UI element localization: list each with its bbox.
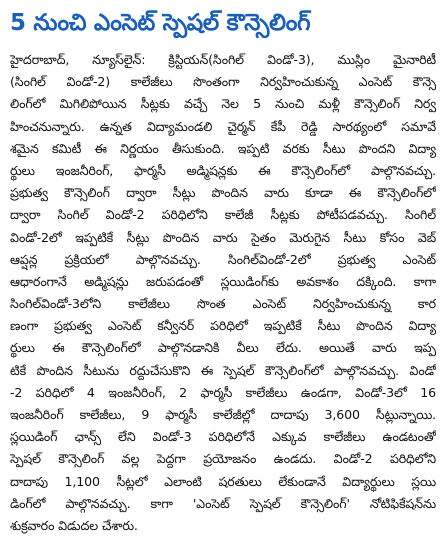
body-line: ణంగా ప్రభుత్వ ఎంసెట్ కన్వీనర్ పరిధిలో ఇప్పటికే సీటు పొందిన విద్యా xyxy=(10,318,436,334)
body-line: -2 పరిధిలో 4 ఇంజనీరింగ్, 2 ఫార్మసీ కాలేజీలు ఉండగా, విండో-3లో 16 xyxy=(10,384,436,400)
body-line: స్పెషల్ కౌన్సెలింగ్ వల్ల పెద్దగా ప్రయోజనం ఉండదు. విండో-2 పరిధిలోని xyxy=(10,451,436,467)
body-line: ఇంజనీరింగ్ కాలేజీలు, 9 ఫార్మసీ కాలేజీల్లో దాదాపు 3,600 సీట్లున్నాయి. xyxy=(10,407,436,422)
body-line: ర్థులు ఈ కౌన్సెలింగ్‌లో పాల్గొనడానికి వీలు లేదు. అయితే వారు ఇప్ప xyxy=(10,340,436,356)
article-body xyxy=(10,49,436,537)
body-line: డింగ్‌లో పాల్గొనవచ్చు. కాగా 'ఎంసెట్ స్పెషల్ కౌన్సెలింగ్' నోటిఫికేషన్‌ను xyxy=(10,495,436,511)
body-line: స్లయిడింగ్ ఛాన్స్ లేని విండో-3 పరిధిలోనే ఎక్కువ కాలేజీలు ఉండటంతో xyxy=(10,429,436,445)
body-line: శుక్రవారం విడుదల చేశారు. xyxy=(10,517,138,533)
body-line: లింగ్‌లో మిగిలిపోయిన సీట్లకు వచ్చే నెల 5 నుంచి మళ్లీ కౌన్సెలింగ్ నిర్వ xyxy=(10,96,436,112)
body-line: విండో-2లో ఇప్పటికే సీట్లు పొందిన వారు సైతం మెరుగైన సీటు కోసం వెబ్ xyxy=(10,229,436,245)
body-line: హించనున్నారు. ఉన్నత విద్యామండలి చైర్మన్ కేపీ రెడ్డి సారథ్యంలో సమావే xyxy=(10,118,436,134)
body-line: ద్వారా సింగిల్ విండో-2 పరిధిలోని కాలేజీ సీట్లకు పోటీపడవచ్చు. సింగిల్ xyxy=(10,207,436,223)
body-line: హైదరాబాద్, న్యూస్‌లైన్: క్రిస్టియన్(సింగిల్ విండో-3), ముస్లిం మైనారిటీ xyxy=(10,52,436,67)
headline: 5 నుంచి ఎంసెట్ స్పెషల్ కౌన్సెలింగ్ xyxy=(10,10,311,36)
body-line: టికే పొందిన సీటును రద్దుచేసుకొని ఈ స్పెషల్ కౌన్సెలింగ్‌లో పాల్గొనవచ్చు. విండో xyxy=(10,362,436,378)
body-line: (సింగిల్ విండో-2) కాలేజీలు సొంతంగా నిర్వహించుకున్న ఎంసెట్ కౌన్సె xyxy=(10,74,436,90)
body-line: ఆధారంగానే అడ్మిషన్లు జరుపడంతో స్లయిడింగ్‌కు అవకాశం దక్కింది. కాగా xyxy=(10,273,436,289)
body-line: ఆప్షన్ల ప్రక్రియలో పాల్గొనవచ్చు. సింగిల్‌విండో-2లో ప్రభుత్వ ఎంసెట్ xyxy=(10,251,436,267)
body-line: సింగిల్‌విండో-3లోని కాలేజీలు సొంత ఎంసెట్ నిర్వహించుకున్న కార xyxy=(10,296,436,312)
body-line: శమైన కమిటీ ఈ నిర్ణయం తీసుకుంది. ఇప్పటి వరకు సీటు పొందని విద్యా xyxy=(10,140,436,156)
body-line: దాదాపు 1,100 సీట్లలో ఎలాంటి షరతులు లేకుండానే విద్యార్థులు స్లయి xyxy=(10,473,436,489)
body-line: ప్రభుత్వ కౌన్సెలింగ్ ద్వారా సీట్లు పొందిన వారు కూడా ఈ కౌన్సెలింగ్‌లో xyxy=(10,185,436,201)
body-line: ర్థులు ఇంజనీరింగ్, ఫార్మసీ అడ్మిషన్లకు ఈ కౌన్సెలింగ్‌లో పాల్గొనవచ్చు. xyxy=(10,162,436,178)
